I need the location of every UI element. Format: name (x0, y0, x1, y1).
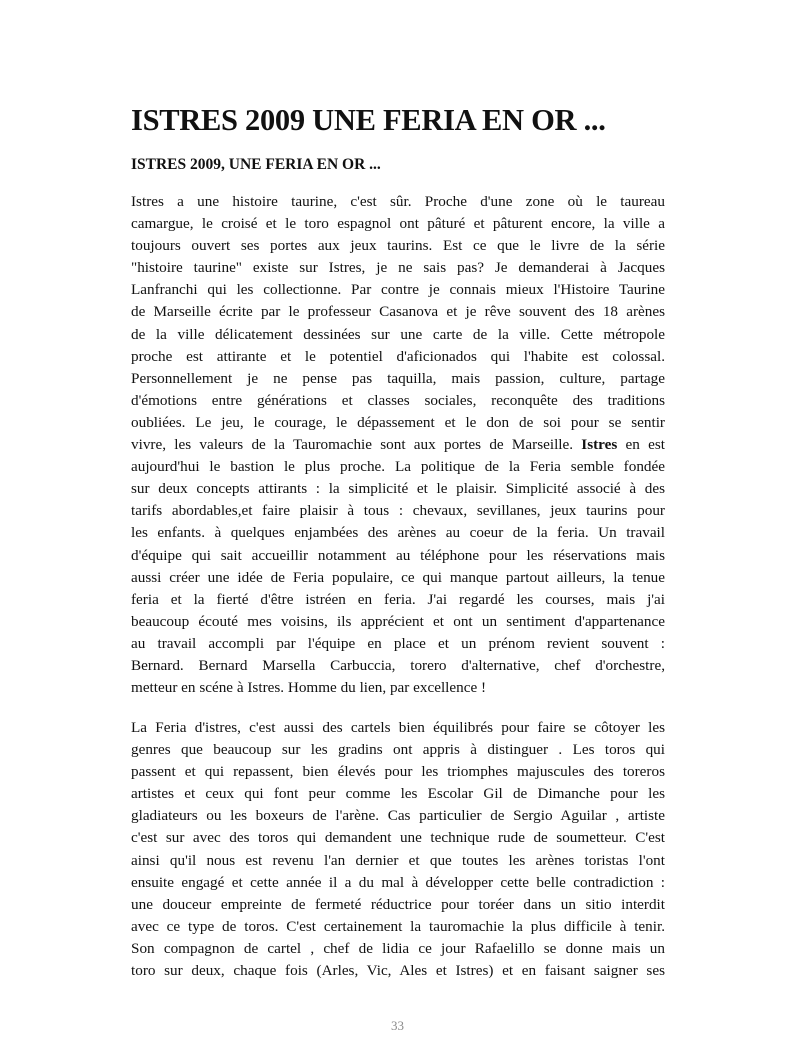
text-line: proche est attirante et le potentiel d'aficionados qui l'habite est colossal. (131, 347, 665, 365)
text-line: feria et la fierté d'être istréen en feria. J'ai regardé les courses, mais j'ai (131, 590, 665, 608)
text-line: toro sur deux, chaque fois (Arles, Vic, Ales et Istres) et en faisant saigner ses (131, 962, 665, 980)
text-line: La Feria d'istres, c'est aussi des cartels bien équilibrés pour faire se côtoyer les (131, 719, 665, 736)
text-line: ainsi qu'il nous est revenu l'an dernier et que toutes les arènes toristas l'ont (131, 851, 665, 869)
text-line: au travail accompli par l'équipe en place et un prénom revient souvent : (131, 634, 665, 652)
text-line: sur deux concepts attirants : la simplicité et le plaisir. Simplicité associé à des (131, 480, 665, 498)
text-line: aussi créer une idée de Feria populaire, ce qui manque partout ailleurs, la tenue (131, 568, 665, 586)
text-line: Lanfranchi qui les collectionne. Par contre je connais mieux l'Histoire Taurine (131, 281, 665, 299)
text-line-with-bold (131, 434, 665, 456)
text-line: Son compagnon de cartel , chef de lidia ce jour Rafaelillo se donne mais un (131, 939, 665, 957)
text-line: oubliées. Le jeu, le courage, le dépassement et le don de soi pour se sentir (131, 413, 665, 431)
text-fragment: en est (617, 436, 665, 454)
text-fragment: vivre, les valeurs de la Tauromachie sont aux portes de Marseille. (131, 436, 582, 454)
text-line: passent et qui repassent, bien élevés pour les triomphes majuscules des toreros (131, 763, 665, 781)
paragraph-2 (131, 717, 665, 982)
text-line: ensuite engagé et cette année il a du mal à développer cette belle contradiction : (131, 873, 665, 891)
bold-word-istres: Istres (581, 436, 618, 454)
text-line: de la ville délicatement dessinées sur une carte de la ville. Cette métropole (131, 325, 665, 343)
text-line: toujours ouvert ses portes aux jeux taurins. Est ce que le livre de la série (131, 237, 665, 255)
page-number: 33 (391, 1018, 404, 1033)
text-line: une douceur empreinte de fermeté réductrice pour toréer dans un sitio interdit (131, 895, 665, 913)
page-title: ISTRES 2009 UNE FERIA EN OR ... (131, 103, 606, 137)
text-line: beaucoup écouté mes voisins, ils apprécient et ont un sentiment d'appartenance (131, 612, 665, 630)
text-line: d'équipe qui sait accueillir notamment au téléphone pour les réservations mais (131, 546, 665, 564)
text-line: camargue, le croisé et le toro espagnol ont pâturé et pâturent encore, la ville a (131, 215, 665, 233)
text-line: tarifs abordables,et faire plaisir à tous : chevaux, sevillanes, jeux taurins pour (131, 502, 665, 520)
text-line: Bernard. Bernard Marsella Carbuccia, torero d'alternative, chef d'orchestre, (131, 656, 665, 674)
text-line: artistes et ceux qui font peur comme les Escolar Gil de Dimanche pour les (131, 785, 665, 803)
text-line: avec ce type de toros. C'est certainement la tauromachie la plus difficile à tenir. (131, 917, 665, 935)
text-line: metteur en scéne à Istres. Homme du lien, par excellence ! (131, 679, 487, 697)
text-line: Personnellement je ne pense pas taquilla, mais passion, culture, partage (131, 369, 665, 387)
text-line: aujourd'hui le bastion le plus proche. La politique de la Feria semble fondée (131, 458, 665, 476)
text-line: les enfants. à quelques enjambées des arènes au coeur de la feria. Un travail (131, 524, 665, 542)
text-line: "histoire taurine" existe sur Istres, je ne sais pas? Je demanderai à Jacques (131, 259, 665, 277)
text-line: de Marseille écrite par le professeur Casanova et je rêve souvent des 18 arènes (131, 303, 665, 321)
text-line: d'émotions entre générations et classes sociales, reconquête des traditions (131, 391, 665, 409)
paragraph-1 (131, 191, 665, 699)
text-line: genres que beaucoup sur les gradins ont appris à distinguer . Les toros qui (131, 741, 665, 759)
article-subtitle: ISTRES 2009, UNE FERIA EN OR ... (131, 156, 381, 173)
text-line: gladiateurs ou les boxeurs de l'arène. Cas particulier de Sergio Aguilar , artiste (131, 807, 665, 825)
text-line: c'est sur avec des toros qui demandent une technique rude de soumetteur. C'est (131, 829, 665, 847)
text-line: Istres a une histoire taurine, c'est sûr. Proche d'une zone où le taureau (131, 193, 665, 210)
